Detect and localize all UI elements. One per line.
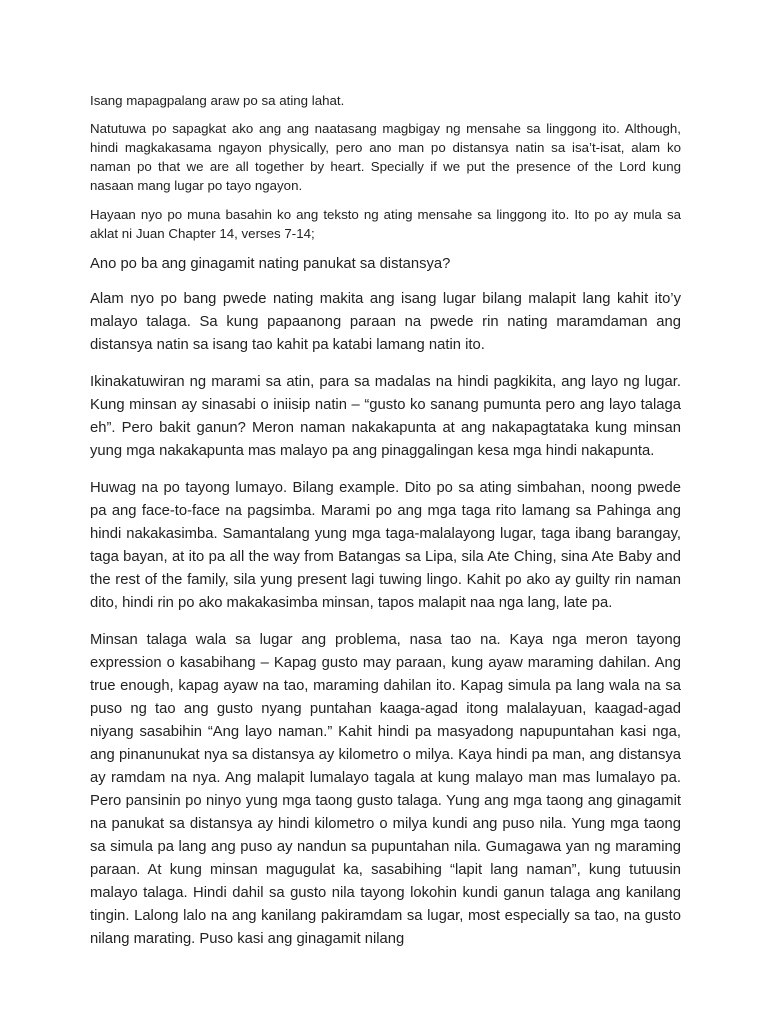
document-body bbox=[90, 91, 681, 965]
question-paragraph: Ano po ba ang ginagamit nating panukat sa distansya? bbox=[90, 256, 451, 272]
scripture-reference-paragraph: Hayaan nyo po muna basahin ko ang teksto ng ating mensahe sa linggong ito. Ito po ay mula sa aklat ni Juan Chapter 14, verses 7-14; bbox=[90, 207, 681, 241]
intro-paragraph: Natutuwa po sapagkat ako ang ang naatasang magbigay ng mensahe sa linggong ito. Although, hindi magkakasama ngayon physically, pero ano man po distansya natin sa isa’t-isat, alam ko naman po that we are all together by heart. Specially if we put the presence of the Lord kung nasaan mang lugar po tayo ngayon. bbox=[90, 121, 681, 193]
body-paragraph-1: Alam nyo po bang pwede nating makita ang isang lugar bilang malapit lang kahit ito’y malayo talaga. Sa kung papaanong paraan na pwede rin nating maramdaman ang distansya natin sa isang tao kahit pa katabi lamang natin ito. bbox=[90, 291, 681, 353]
body-paragraph-3: Huwag na po tayong lumayo. Bilang example. Dito po sa ating simbahan, noong pwede pa ang face-to-face na pagsimba. Marami po ang mga taga rito lamang sa Pahinga ang hindi nakakasimba. Samantalang yung mga taga-malalayong lugar, taga ibang barangay, taga bayan, at ito pa all the way from Batangas sa Lipa, sila Ate Ching, sina Ate Baby and the rest of the family, sila yung present lagi tuwing lingo. Kahit po ako ay guilty rin naman dito, hindi rin po ako makakasimba minsan, tapos malapit naa nga lang, late pa. bbox=[90, 480, 681, 611]
greeting-paragraph: Isang mapagpalang araw po sa ating lahat. bbox=[90, 93, 345, 108]
body-paragraph-4: Minsan talaga wala sa lugar ang problema, nasa tao na. Kaya nga meron tayong expression o kasabihang – Kapag gusto may paraan, kung ayaw maraming dahilan. Ang true enough, kapag ayaw na tao, maraming dahilan ito. Kapag simula pa lang wala na sa puso ng tao ang gusto nyang puntahan kaaga-agad itong malalayuan, kaagad-agad niyang sasabihin “Ang layo naman.” Kahit hindi pa masyadong napupuntahan kasi nga, ang pinanunukat nya sa distansya ay kilometro o milya. Kaya hindi pa man, ang distansya ay ramdam na nya. Ang malapit lumalayo tagala at kung malayo man mas lumalayo pa. Pero pansinin po ninyo yung mga taong gusto talaga. Yung ang mga taong ang ginagamit na panukat sa distansya ay hindi kilometro o milya kundi ang puso nila. Yung mga taong sa simula pa lang ang puso ay nandun sa pupuntahan nila. Gumagawa yan ng maraming paraan. At kung minsan magugulat ka, sasabihing “lapit lang naman”, kung tutuusin malayo talaga. Hindi dahil sa gusto nila tayong lokohin kundi ganun talaga ang kanilang tingin. Lalong lalo na ang kanilang pakiramdam sa lugar, most especially sa tao, na gusto nilang marating. Puso kasi ang ginagamit nilang bbox=[90, 632, 681, 947]
body-paragraph-2: Ikinakatuwiran ng marami sa atin, para sa madalas na hindi pagkikita, ang layo ng lugar. Kung minsan ay sinasabi o iniisip natin – “gusto ko sanang pumunta pero ang layo talaga eh”. Pero bakit ganun? Meron naman nakakapunta at ang nakapagtataka kung minsan yung mga nakakapunta mas malayo pa ang pinaggalingan kesa mga hindi nakapunta. bbox=[90, 374, 681, 459]
